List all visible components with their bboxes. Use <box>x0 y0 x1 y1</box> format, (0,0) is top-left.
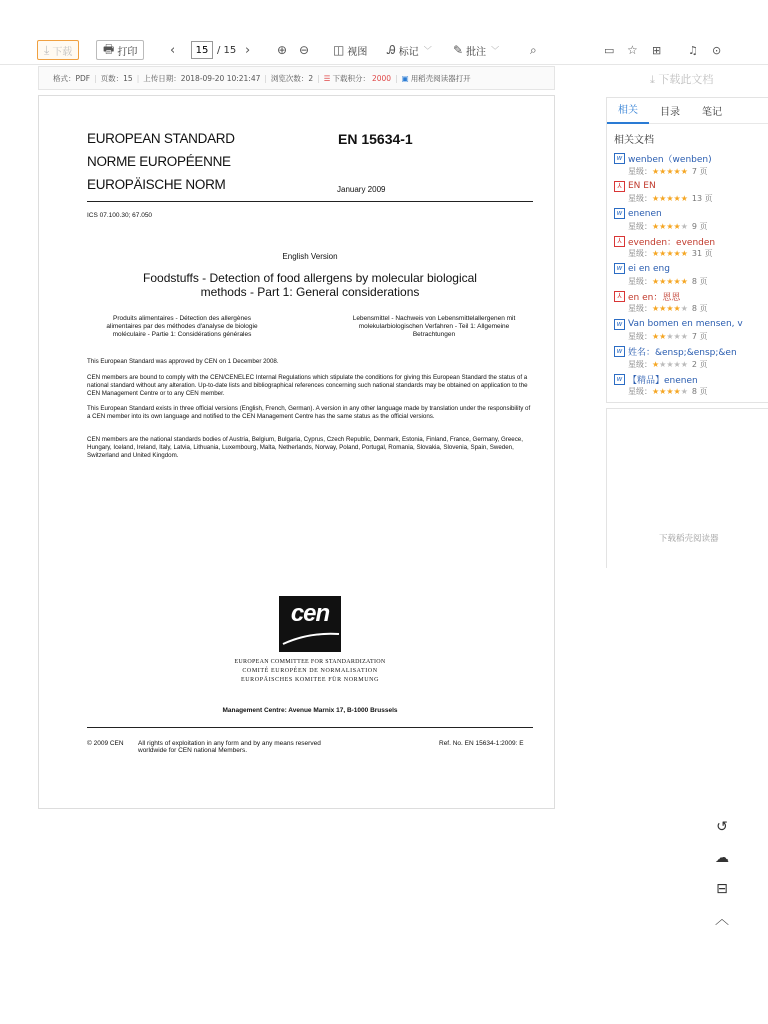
related-doc-title-row <box>614 262 768 275</box>
rating-label: 星级： <box>628 276 652 286</box>
rating-star-icon: ★ <box>666 276 674 286</box>
related-doc-item[interactable] <box>614 345 768 373</box>
download-icon: ⤓ <box>44 42 50 57</box>
rating-star-icon: ★ <box>659 166 667 176</box>
main-title-line-2: methods - Part 1: General considerations <box>200 285 420 299</box>
related-doc-item[interactable] <box>614 262 768 290</box>
star-icon[interactable]: ☆ <box>627 43 638 57</box>
rating-star-icon: ★ <box>673 276 681 286</box>
rating-star-icon: ★ <box>666 166 674 176</box>
related-doc-title-row <box>614 235 768 248</box>
rating-star-icon: ★ <box>680 194 688 204</box>
related-doc-item[interactable] <box>614 152 768 180</box>
points-icon: ☰ <box>323 73 331 83</box>
german-title-line-3: Betrachtungen <box>412 331 456 338</box>
related-doc-item[interactable] <box>614 373 768 401</box>
rating-star-icon: ★ <box>673 194 681 204</box>
rating-star-icon: ★ <box>673 304 681 314</box>
annotate-menu-button[interactable] <box>453 40 499 60</box>
print-button[interactable] <box>96 40 144 60</box>
rating-star-icon: ★ <box>652 304 660 314</box>
chevron-down-icon: ﹀ <box>491 45 500 55</box>
related-doc-title[interactable]: EN EN <box>628 181 656 192</box>
mark-label: 标记 <box>398 46 419 58</box>
rating-star-icon: ★ <box>666 359 674 369</box>
rating-star-icon: ★ <box>680 166 688 176</box>
annotate-label: 批注 <box>466 46 487 58</box>
mark-menu-button[interactable] <box>387 40 432 60</box>
members-paragraph: CEN members are bound to comply with the CEN/CENELEC Internal Regulations which stipulate the conditions for giving this European Standard the status of a national standard without any alteration. Up-to-date lists and bibliographical references concerning such national standards may be obtained on application to the CEN Management Centre or to any CEN member. <box>87 374 528 397</box>
related-doc-item[interactable] <box>614 235 768 263</box>
rating-label: 星级： <box>628 166 652 176</box>
related-doc-pages: 8 页 <box>691 304 708 314</box>
cen-logo <box>279 596 341 652</box>
rating-star-icon: ★ <box>659 304 667 314</box>
reader-promo-panel <box>606 408 768 568</box>
zoom-in-icon[interactable]: ⊕ <box>277 43 288 57</box>
committee-name-de: EUROPÄISCHES KOMITEE FÜR NORMUNG <box>240 677 380 683</box>
reference-number: Ref. No. EN 15634-1:2009: E <box>439 740 524 747</box>
related-doc-title[interactable]: evenden：evenden <box>628 237 716 248</box>
rating-star-icon: ★ <box>666 194 674 204</box>
reader-icon: ▣ <box>401 73 409 83</box>
points-value: 2000 <box>371 73 392 83</box>
rating-star-icon: ★ <box>673 166 681 176</box>
french-title-line-3: moléculaire - Partie 1: Considérations générales <box>112 331 252 338</box>
related-doc-meta <box>614 358 768 370</box>
related-doc-title-row <box>614 373 768 386</box>
page-number-input[interactable] <box>191 41 213 59</box>
document-page <box>38 95 555 809</box>
related-doc-meta <box>614 386 768 398</box>
tab-related[interactable]: 相关 <box>607 98 649 124</box>
language-version: English Version <box>282 252 338 261</box>
rating-star-icon: ★ <box>652 221 660 231</box>
rating-star-icon: ★ <box>680 332 688 342</box>
upload-date-info: 上传日期：2018-09-20 10:21:47 <box>143 73 261 83</box>
rating-star-icon: ★ <box>680 387 688 397</box>
related-doc-title-row <box>614 345 768 358</box>
rating-star-icon: ★ <box>659 221 667 231</box>
gift-icon[interactable]: ⊟ <box>716 881 728 897</box>
rating-star-icon: ★ <box>666 221 674 231</box>
related-doc-pages: 2 页 <box>691 359 708 369</box>
copyright-notice: © 2009 CEN <box>87 740 124 747</box>
pdf-file-icon: ⅄ <box>614 236 625 247</box>
committee-name-fr: COMITÉ EUROPÉEN DE NORMALISATION <box>242 668 378 674</box>
related-doc-pages: 13 页 <box>691 194 713 204</box>
related-doc-title[interactable]: Van bomen en mensen, v <box>628 319 743 330</box>
format-info: 格式：PDF <box>53 73 91 83</box>
rating-star-icon: ★ <box>652 359 660 369</box>
points-label: 下载积分： <box>332 73 370 83</box>
word-file-icon: w <box>614 263 625 274</box>
search-icon[interactable]: ⌕ <box>530 42 537 57</box>
related-doc-meta <box>614 165 768 177</box>
top-toolbar <box>0 35 768 65</box>
rights-line-1: All rights of exploitation in any form and by any means reserved <box>138 740 321 747</box>
rating-star-icon: ★ <box>652 194 660 204</box>
rating-star-icon: ★ <box>680 304 688 314</box>
related-doc-title[interactable]: en en：恩恩 <box>628 292 681 303</box>
related-doc-pages: 9 页 <box>691 221 708 231</box>
related-doc-item[interactable] <box>614 318 768 346</box>
standard-number: EN 15634-1 <box>338 131 413 147</box>
download-button[interactable] <box>37 40 79 60</box>
rating-star-icon: ★ <box>652 276 660 286</box>
related-doc-item[interactable] <box>614 290 768 318</box>
prev-page-button[interactable]: ‹ <box>170 42 176 58</box>
rating-star-icon: ★ <box>666 249 674 259</box>
related-doc-title[interactable]: enenen <box>628 208 662 219</box>
rating-star-icon: ★ <box>673 249 681 259</box>
related-doc-title-row <box>614 207 768 220</box>
rating-label: 星级： <box>628 249 652 259</box>
national-bodies-paragraph: CEN members are the national standards bodies of Austria, Belgium, Bulgaria, Cyprus, Czech Republic, Denmark, Estonia, Finland, France, Germany, Greece, Hungary, Iceland, Ireland, Italy, Latvia, Lithuania, Luxembourg, Malta, Netherlands, Norway, Poland, Portugal, Romania, Slovakia, Slovenia, Spain, Sweden, Switzerland and United Kingdom. <box>87 436 523 459</box>
related-doc-title-row <box>614 180 768 193</box>
rating-star-icon: ★ <box>673 332 681 342</box>
rating-star-icon: ★ <box>680 276 688 286</box>
open-in-reader-link[interactable]: 用稻壳阅读器打开 <box>410 73 471 83</box>
related-doc-item[interactable] <box>614 207 768 235</box>
german-title-line-2: molekularbiologischen Verfahren - Teil 1: Allgemeine <box>358 323 510 330</box>
committee-name-en: EUROPEAN COMMITTEE FOR STANDARDIZATION <box>234 659 386 665</box>
rating-star-icon: ★ <box>666 387 674 397</box>
related-doc-item[interactable] <box>614 180 768 208</box>
word-file-icon: w <box>614 208 625 219</box>
views-info: 浏览次数：2 <box>270 73 314 83</box>
tab-contents[interactable]: 目录 <box>660 107 680 118</box>
back-to-top-icon[interactable]: ︿ <box>715 912 729 928</box>
wechat-icon[interactable]: ☁ <box>715 850 729 866</box>
related-doc-meta <box>614 193 768 205</box>
highlight-icon: Ꭿ <box>387 42 396 57</box>
rating-star-icon: ★ <box>666 304 674 314</box>
related-doc-title-row <box>614 290 768 303</box>
german-title-line-1: Lebensmittel - Nachweis von Lebensmittelallergenen mit <box>352 315 516 322</box>
standard-title-fr: NORME EUROPÉENNE <box>87 154 231 169</box>
feedback-icon[interactable]: ↺ <box>716 819 728 835</box>
related-doc-title[interactable]: 姓名：&ensp;&ensp;&en <box>628 348 737 359</box>
view-menu-button[interactable] <box>333 40 367 60</box>
rating-star-icon: ★ <box>680 249 688 259</box>
pdf-file-icon: ⅄ <box>614 181 625 192</box>
add-file-icon[interactable]: ⊞ <box>652 43 662 57</box>
word-file-icon: w <box>614 346 625 357</box>
related-doc-title[interactable]: ei en eng <box>628 263 670 274</box>
download-icon: ⤓ <box>650 73 655 86</box>
view-label: 视图 <box>347 46 368 58</box>
versions-paragraph: This European Standard exists in three official versions (English, French, German). A version in any other language made by translation under the responsibility of a CEN member into its own language and notified to the CEN Management Centre has the same status as the official versions. <box>87 405 531 420</box>
related-doc-pages: 31 页 <box>691 249 713 259</box>
rating-label: 星级： <box>628 332 652 342</box>
rights-line-2: worldwide for CEN national Members. <box>138 747 248 754</box>
related-doc-pages: 8 页 <box>691 387 708 397</box>
management-centre-address: Management Centre: Avenue Marnix 17, B-1000 Brussels <box>222 707 398 714</box>
pen-icon: ✎ <box>453 43 464 57</box>
rating-star-icon: ★ <box>680 221 688 231</box>
rating-label: 星级： <box>628 304 652 314</box>
related-doc-pages: 8 页 <box>691 276 708 286</box>
cen-logo-text: cen <box>290 600 330 627</box>
rating-label: 星级： <box>628 221 652 231</box>
bell-icon[interactable]: ♫ <box>688 43 698 57</box>
related-doc-meta <box>614 220 768 232</box>
zoom-out-icon[interactable]: ⊖ <box>299 43 310 57</box>
related-sidebar <box>606 97 768 403</box>
download-document-link[interactable] <box>650 71 713 87</box>
main-title-line-1: Foodstuffs - Detection of food allergens by molecular biological <box>143 271 477 285</box>
next-page-button[interactable]: › <box>245 42 251 58</box>
rating-star-icon: ★ <box>666 332 674 342</box>
rating-label: 星级： <box>628 387 652 397</box>
rating-star-icon: ★ <box>673 359 681 369</box>
rating-star-icon: ★ <box>680 359 688 369</box>
rating-star-icon: ★ <box>659 276 667 286</box>
view-icon: ◫ <box>333 43 345 57</box>
print-label: 打印 <box>117 46 138 58</box>
rating-label: 星级： <box>628 194 652 204</box>
rating-star-icon: ★ <box>652 332 660 342</box>
publication-date: January 2009 <box>337 185 386 194</box>
sidebar-tabs <box>607 98 768 124</box>
check-circle-icon[interactable]: ⊙ <box>712 43 722 57</box>
related-docs-list <box>614 152 768 400</box>
approval-statement: This European Standard was approved by CEN on 1 December 2008. <box>87 358 279 365</box>
pdf-file-icon: ⅄ <box>614 291 625 302</box>
rating-label: 星级： <box>628 359 652 369</box>
related-doc-meta <box>614 275 768 287</box>
word-file-icon: w <box>614 153 625 164</box>
standard-title-en: EUROPEAN STANDARD <box>87 131 235 146</box>
related-doc-meta <box>614 303 768 315</box>
related-doc-title-row <box>614 152 768 165</box>
rating-star-icon: ★ <box>673 221 681 231</box>
related-doc-pages: 7 页 <box>691 166 708 176</box>
download-label: 下载 <box>52 46 73 58</box>
header-rule <box>87 201 533 202</box>
document-info-bar: 格式：PDF | 页数：15 | 上传日期：2018-09-20 10:21:47 | 浏览次数：2 | ☰ 下载积分： 2000 | ▣ 用稻壳阅读器打开 <box>38 66 555 90</box>
french-title-line-2: alimentaires par des méthodes d'analyse de biologie <box>106 323 258 330</box>
word-file-icon: w <box>614 374 625 385</box>
footer-rule <box>87 727 533 728</box>
download-document-label: 下载此文档 <box>658 73 714 86</box>
standard-title-de: EUROPÄISCHE NORM <box>87 177 226 192</box>
total-pages: / 15 <box>217 44 237 56</box>
rating-star-icon: ★ <box>659 194 667 204</box>
rating-star-icon: ★ <box>673 387 681 397</box>
rating-star-icon: ★ <box>659 359 667 369</box>
related-doc-meta <box>614 248 768 260</box>
page-navigator <box>191 40 236 60</box>
cen-logo-swoosh <box>279 596 341 652</box>
rating-star-icon: ★ <box>652 387 660 397</box>
related-doc-meta <box>614 331 768 343</box>
word-file-icon: w <box>614 319 625 330</box>
related-doc-title[interactable]: 【精品】enenen <box>628 375 698 386</box>
related-doc-pages: 7 页 <box>691 332 708 342</box>
tab-notes[interactable]: 笔记 <box>702 107 722 118</box>
french-title-line-1: Produits alimentaires - Détection des allergènes <box>112 315 251 322</box>
related-doc-title-row <box>614 318 768 331</box>
save-icon[interactable]: ▭ <box>604 43 615 57</box>
ics-code: ICS 07.100.30; 67.050 <box>87 212 153 219</box>
printer-icon: 🖶 <box>103 41 115 56</box>
page-count-info: 页数：15 <box>100 73 133 83</box>
rating-star-icon: ★ <box>659 332 667 342</box>
rating-star-icon: ★ <box>659 249 667 259</box>
chevron-down-icon: ﹀ <box>423 45 432 55</box>
related-docs-heading: 相关文档 <box>614 135 654 146</box>
rating-star-icon: ★ <box>652 249 660 259</box>
download-reader-link[interactable]: 下载稻壳阅读器 <box>659 534 719 544</box>
rating-star-icon: ★ <box>652 166 660 176</box>
rating-star-icon: ★ <box>659 387 667 397</box>
related-doc-title[interactable]: wenben（wenben) <box>628 155 712 165</box>
